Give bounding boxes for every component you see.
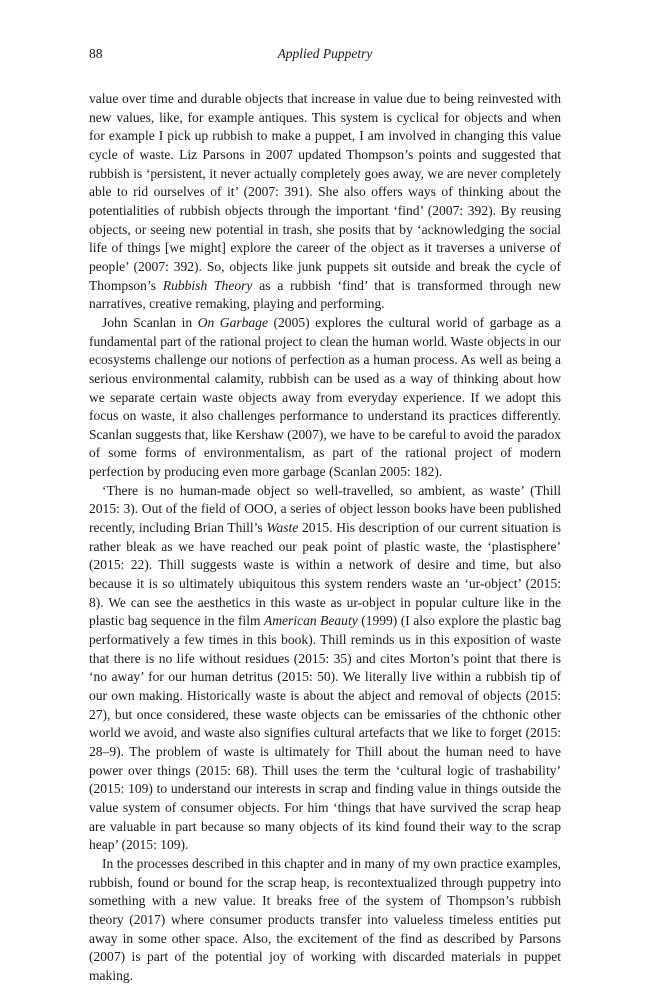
book-title: Rubbish Theory bbox=[162, 277, 253, 293]
page-number: 88 bbox=[89, 46, 103, 61]
running-title: Applied Puppetry bbox=[277, 46, 373, 61]
running-header bbox=[89, 46, 561, 66]
film-title: American Beauty bbox=[263, 613, 358, 629]
paragraph bbox=[89, 482, 561, 855]
text-span: John Scanlan in bbox=[102, 314, 198, 330]
paragraph bbox=[89, 90, 561, 314]
text-span: value over time and durable objects that increase in value due to being reinvested with new values, like, for example antiques. This system is cyclical for objects and when for example I pick up rubbish to make a puppet, I am involved in changing this value cycle of waste. Liz Parsons in 2007 updated Thompson’s points and suggested that rubbish is ‘persistent, it never actually completely goes away, we are never completely able to rid ourselves of it’ (2007: 391). She also offers ways of thinking about the potentialities of rubbish objects through the important ‘find’ (2007: 392). By reusing objects, or seeing new potential in trash, she posits that by ‘acknowledging the social life of things [we might] explore the career of the object as it traverses a universe of people’ (2007: 392). So, objects like junk puppets sit outside and break the cycle of Thompson’s bbox=[89, 91, 561, 293]
paragraph bbox=[89, 314, 561, 482]
text-span: 2015. His description of our current situation is rather bleak as we have reached our peak point of plastic waste, the ‘plastisphere’ (2015: 22). Thill suggests waste is within a network of desire and time, but also because it is so ultimately ubiquitous this system renders waste an ‘ur-object’ (2015: 8). We can see the aesthetics in this waste as ur-object in popular culture like in the plastic bag sequence in the film bbox=[89, 520, 562, 629]
text-span: ‘There is no human-made object so well-travelled, so ambient, as waste’ (Thill 2015: 3). Out of the field of OOO, a series of object lesson books have been published recently, including Brian Thill’s bbox=[89, 482, 561, 536]
text-span: (2005) explores the cultural world of garbage as a fundamental part of the rational project to clean the human world. Waste objects in our ecosystems challenge our notions of perfection as a human process. As well as being a serious environmental calamity, rubbish can be used as a way of thinking about how we separate certain waste objects away from everyday experience. If we adopt this focus on waste, it also challenges performance to understand its practices differently. Scanlan suggests that, like Kershaw (2007), we have to be careful to avoid the paradox of some forms of environmentalism, as part of the rational project of modern perfection by producing even more garbage (Scanlan 2005: 182). bbox=[89, 314, 561, 480]
paragraph bbox=[89, 855, 561, 986]
text-span: as a rubbish ‘find’ that is transformed through new narratives, creative remaking, playing and performing. bbox=[89, 277, 562, 312]
text-span: In the processes described in this chapter and in many of my own practice examples, rubbish, found or bound for the scrap heap, is recontextualized through puppetry into something with a new value. It breaks free of the system of Thompson’s rubbish theory (2017) where consumer products transfer into valueless timeless entities put away in some other space. Also, the excitement of the find as described by Parsons (2007) is part of the potential joy of working with discarded materials in puppet making. bbox=[89, 855, 561, 983]
book-title: On Garbage bbox=[197, 314, 268, 330]
book-title: Waste bbox=[266, 520, 299, 536]
body-text bbox=[89, 90, 561, 986]
text-span: (1999) (I also explore the plastic bag performatively a few times in this book). Thill reminds us in this exposition of waste that there is no life without residues (2015: 35) and cites Morton’s point that there is ‘no away’ for our human detritus (2015: 50). We literally live within a rubbish tip of our own making. Historically waste is about the abject and removal of objects (2015: 27), but once considered, these waste objects can be emissaries of the chthonic other world we avoid, and waste also signifies cultural artefacts that we like to forget (2015: 28–9). The problem of waste is ultimately for Thill about the human need to have power over things (2015: 68). Thill uses the term the ‘cultural logic of trashability’ (2015: 109) to understand our interests in scrap and finding value in things outside the value system of consumer objects. For him ‘things that have survived the scrap heap are valuable in part because so many objects of its kind found their way to the scrap heap’ (2015: 109). bbox=[89, 613, 561, 853]
